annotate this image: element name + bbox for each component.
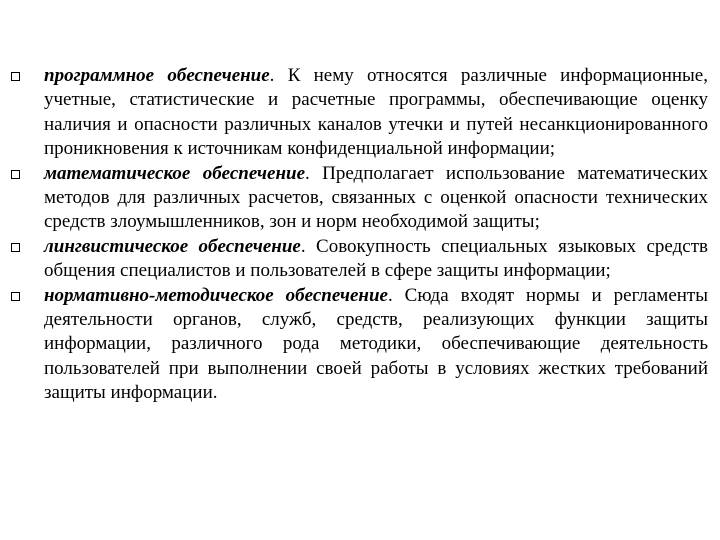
- square-bullet-icon: [11, 72, 20, 81]
- bullet-text: . К нему относятся различные информационные, учетные, статистические и расчетные программы, обеспечивающие оценку наличия и опасности различных каналов утечки и путей несанкционированного проникновения к источникам конфиденциальной информации;: [44, 65, 708, 160]
- bullet-term: математическое обеспечение: [44, 162, 305, 184]
- bullet-item-normative: [0, 284, 720, 406]
- bullet-item-linguistic: [0, 235, 720, 284]
- bullet-text: . Сюда входят нормы и регламенты деятельности органов, служб, средств, реализующих функции защиты информации, различного рода методики, обеспечивающие деятельность пользователей при выполнении своей работы в условиях жестких требований защиты информации.: [44, 284, 708, 404]
- bullet-term: лингвистическое обеспечение: [44, 235, 301, 257]
- bullet-item-software: [0, 64, 720, 162]
- square-bullet-icon: [11, 243, 20, 252]
- square-bullet-icon: [11, 292, 20, 301]
- bullet-text: . Совокупность специальных языковых средств общения специалистов и пользователей в сфере защиты информации;: [44, 235, 708, 282]
- square-bullet-icon: [11, 170, 20, 179]
- bullet-term: программное обеспечение: [44, 65, 270, 86]
- bullet-term: нормативно-методическое обеспечение: [44, 284, 388, 306]
- bullet-item-math: [0, 162, 720, 235]
- bullet-text: . Предполагает использование математических методов для различных расчетов, связанных с оценкой опасности технических средств злоумышленников, зон и норм необходимой защиты;: [44, 162, 708, 233]
- bullet-list: [0, 64, 720, 406]
